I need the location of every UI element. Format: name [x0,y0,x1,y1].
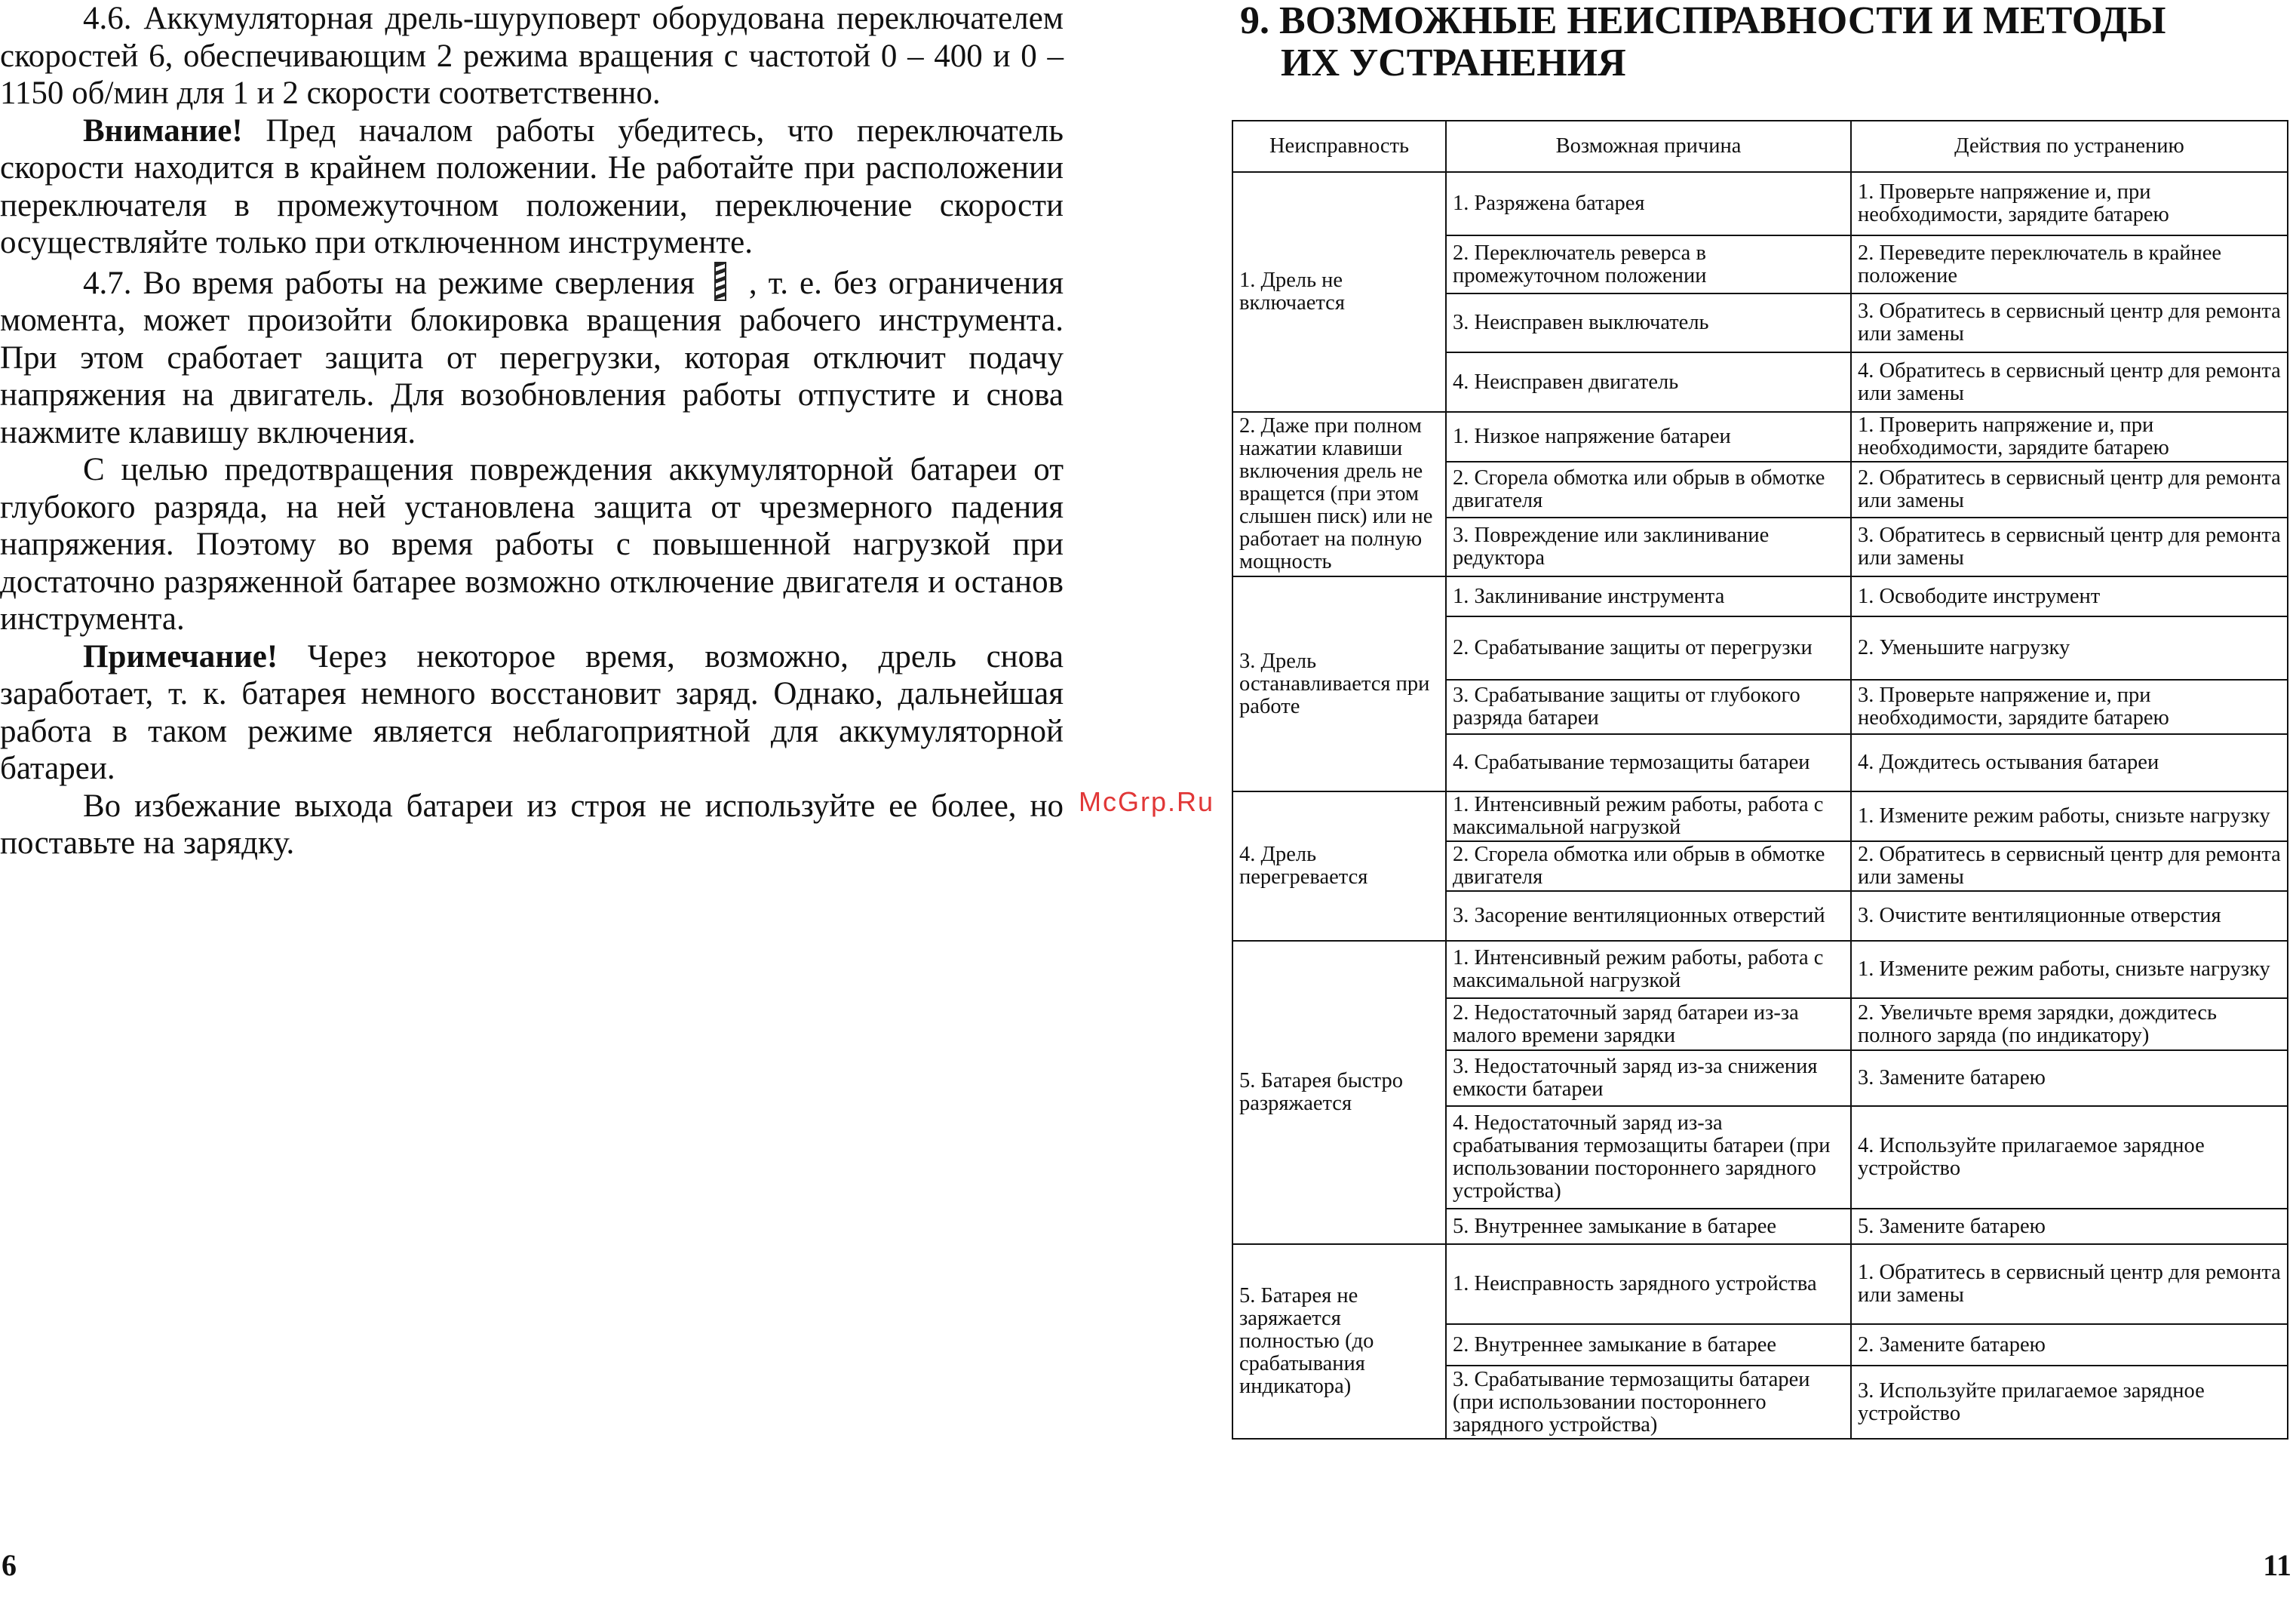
cause-cell: 1. Интенсивный режим работы, работа с максимальной нагрузкой [1446,791,1851,841]
table-row [1232,172,2288,235]
cause-cell: 3. Срабатывание защиты от глубокого разряда батареи [1446,680,1851,734]
watermark: McGrp.Ru [1079,786,1215,817]
action-cell: 3. Используйте прилагаемое зарядное устройство [1851,1366,2288,1439]
action-cell: 1. Освободите инструмент [1851,576,2288,616]
cause-cell: 1. Низкое напряжение батареи [1446,412,1851,462]
action-cell: 4. Используйте прилагаемое зарядное устройство [1851,1106,2288,1209]
attention-label: Внимание! [83,112,243,149]
drill-mode-icon [714,262,726,301]
action-cell: 1. Проверьте напряжение и, при необходимости, зарядите батарею [1851,172,2288,235]
left-page-text [0,0,1064,862]
cause-cell: 3. Срабатывание термозащиты батареи (при использовании постороннего зарядного устройства) [1446,1366,1851,1439]
table-row [1232,791,2288,841]
cause-cell: 3. Засорение вентиляционных отверстий [1446,891,1851,941]
paragraph-charging: Во избежание выхода батареи из строя не используйте ее более, но поставьте на зарядку. [0,788,1064,861]
cause-cell: 1. Неисправность зарядного устройства [1446,1244,1851,1324]
cause-cell: 3. Неисправен выключатель [1446,293,1851,352]
action-cell: 5. Замените батарею [1851,1209,2288,1244]
heading-line-1: 9. ВОЗМОЖНЫЕ НЕИСПРАВНОСТИ И МЕТОДЫ [1240,0,2166,42]
page-number-right: 11 [2263,1548,2291,1582]
cause-cell: 3. Недостаточный заряд из-за снижения емкости батареи [1446,1050,1851,1106]
cause-cell: 2. Сгорела обмотка или обрыв в обмотке двигателя [1446,462,1851,518]
action-cell: 1. Измените режим работы, снизьте нагрузку [1851,791,2288,841]
heading-line-2: ИХ УСТРАНЕНИЯ [1281,41,1626,85]
troubleshooting-table [1232,120,2288,1440]
action-cell: 1. Измените режим работы, снизьте нагрузку [1851,941,2288,998]
table-header-row [1232,121,2288,172]
fault-cell: 5. Батарея быстро разряжается [1232,941,1446,1244]
paragraph-attention: Внимание! Пред началом работы убедитесь, что переключатель скорости находится в крайнем положении. Не работайте при расположении переключателя в промежуточном положении, переключение скорости осуществляйте только при отключенном инструменте. [0,112,1064,260]
cause-cell: 2. Недостаточный заряд батареи из-за малого времени зарядки [1446,998,1851,1050]
cause-cell: 2. Сгорела обмотка или обрыв в обмотке двигателя [1446,841,1851,891]
action-cell: 4. Обратитесь в сервисный центр для ремонта или замены [1851,352,2288,412]
fault-cell: 2. Даже при полном нажатии клавиши включения дрель не вращется (при этом слышен писк) или не работает на полную мощность [1232,412,1446,576]
action-cell: 3. Замените батарею [1851,1050,2288,1106]
action-cell: 3. Проверьте напряжение и, при необходимости, зарядите батарею [1851,680,2288,734]
cause-cell: 4. Срабатывание термозащиты батареи [1446,734,1851,791]
cause-cell: 4. Неисправен двигатель [1446,352,1851,412]
fault-cell: 1. Дрель не включается [1232,172,1446,412]
action-cell: 2. Переведите переключатель в крайнее положение [1851,235,2288,293]
action-cell: 2. Уменьшите нагрузку [1851,616,2288,680]
table-row [1232,941,2288,998]
action-cell: 2. Обратитесь в сервисный центр для ремонта или замены [1851,841,2288,891]
action-cell: 3. Очистите вентиляционные отверстия [1851,891,2288,941]
action-cell: 4. Дождитесь остывания батареи [1851,734,2288,791]
cause-cell: 5. Внутреннее замыкание в батарее [1446,1209,1851,1244]
paragraph-4-6: 4.6. Аккумуляторная дрель-шуруповерт оборудована переключателем скоростей 6, обеспечивающим 2 режима вращения с частотой 0 – 400 и 0 – 1150 об/мин для 1 и 2 скорости соответственно. [0,1,1064,111]
cause-cell: 2. Срабатывание защиты от перегрузки [1446,616,1851,680]
action-cell: 1. Проверить напряжение и, при необходимости, зарядите батарею [1851,412,2288,462]
action-cell: 3. Обратитесь в сервисный центр для ремонта или замены [1851,293,2288,352]
fault-cell: 3. Дрель останавливается при работе [1232,576,1446,791]
cause-cell: 1. Заклинивание инструмента [1446,576,1851,616]
cause-cell: 1. Разряжена батарея [1446,172,1851,235]
table-body [1232,172,2288,1439]
header-action: Действия по устранению [1851,121,2288,172]
note-label: Примечание! [83,638,278,674]
fault-cell: 4. Дрель перегревается [1232,791,1446,941]
cause-cell: 2. Переключатель реверса в промежуточном положении [1446,235,1851,293]
table-row [1232,1244,2288,1324]
action-cell: 2. Замените батарею [1851,1324,2288,1366]
cause-cell: 2. Внутреннее замыкание в батарее [1446,1324,1851,1366]
paragraph-4-7: 4.7. Во время работы на режиме сверления , т. е. без ограничения момента, может произойти блокировка вращения рабочего инструмента. При этом сработает защита от перегрузки, которая отключит подачу напряжения на двигатель. Для возобновления работы отпустите и снова нажмите клавишу включения. [0,262,1064,452]
header-fault: Неисправность [1232,121,1446,172]
cause-cell: 4. Недостаточный заряд из-за срабатывания термозащиты батареи (при использовании постороннего зарядного устройства) [1446,1106,1851,1209]
fault-cell: 5. Батарея не заряжается полностью (до срабатывания индикатора) [1232,1244,1446,1439]
header-cause: Возможная причина [1446,121,1851,172]
cause-cell: 3. Повреждение или заклинивание редуктора [1446,518,1851,576]
action-cell: 3. Обратитесь в сервисный центр для ремонта или замены [1851,518,2288,576]
paragraph-battery-protection: С целью предотвращения повреждения аккумуляторной батареи от глубокого разряда, на ней установлена защита от чрезмерного падения напряжения. Поэтому во время работы с повышенной нагрузкой при достаточно разряженной батарее возможно отключение двигателя и останов инструмента. [0,452,1064,637]
action-cell: 2. Увеличьте время зарядки, дождитесь полного заряда (по индикатору) [1851,998,2288,1050]
cause-cell: 1. Интенсивный режим работы, работа с максимальной нагрузкой [1446,941,1851,998]
paragraph-note: Примечание! Через некоторое время, возможно, дрель снова заработает, т. к. батарея немного восстановит заряд. Однако, дальнейшая работа в таком режиме является неблагоприятной для аккумуляторной батареи. [0,638,1064,786]
table-row [1232,412,2288,462]
table-row [1232,576,2288,616]
action-cell: 2. Обратитесь в сервисный центр для ремонта или замены [1851,462,2288,518]
section-heading [1240,0,2281,85]
action-cell: 1. Обратитесь в сервисный центр для ремонта или замены [1851,1244,2288,1324]
page-number-left: 6 [2,1548,17,1582]
